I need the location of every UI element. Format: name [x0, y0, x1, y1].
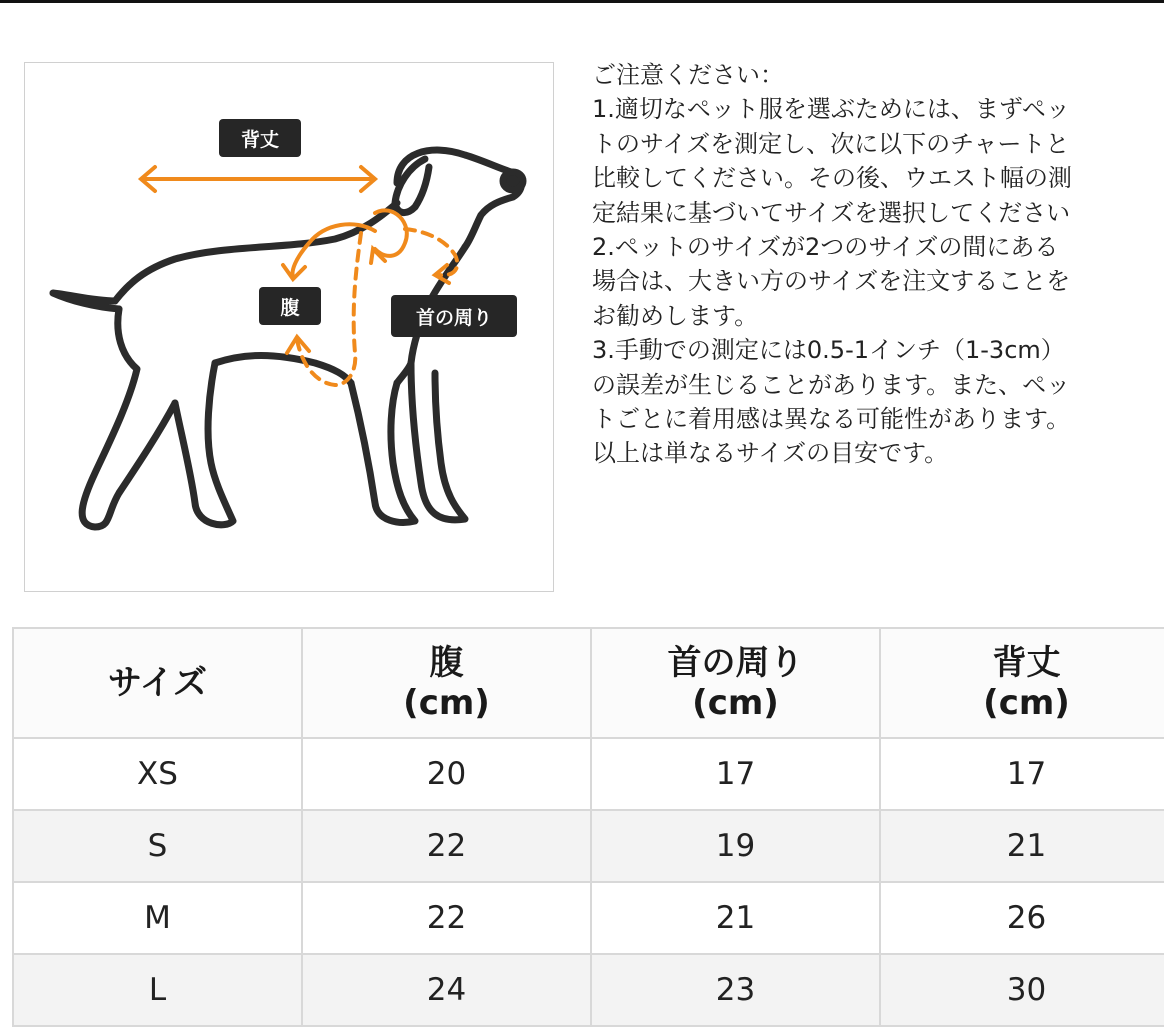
dog-measurement-diagram — [24, 62, 554, 592]
cell-size: L — [13, 954, 302, 1026]
cell-size: XS — [13, 738, 302, 810]
cell-belly: 20 — [302, 738, 591, 810]
note-line: 以上は単なるサイズの目安です。 — [592, 439, 949, 468]
note-line: 定結果に基づいてサイズを選択してください — [592, 198, 1071, 227]
size-chart-table — [12, 627, 1164, 1027]
table-header-row — [13, 628, 1164, 738]
notes-text — [592, 58, 1164, 471]
header-size: サイズ — [13, 628, 302, 738]
table-row — [13, 954, 1164, 1026]
note-line: トごとに着用感は異なる可能性があります。 — [592, 404, 1071, 433]
note-line: 1.適切なペット服を選ぶためには、まずペッ — [592, 95, 1070, 124]
cell-belly: 24 — [302, 954, 591, 1026]
neck-tag: 首の周り — [391, 295, 517, 337]
header-neck: 首の周り (cm) — [591, 628, 880, 738]
cell-neck: 17 — [591, 738, 880, 810]
cell-back-length: 30 — [880, 954, 1164, 1026]
note-line: お勧めします。 — [592, 301, 759, 330]
dog-outline — [53, 150, 523, 527]
cell-belly: 22 — [302, 810, 591, 882]
cell-back-length: 21 — [880, 810, 1164, 882]
note-line: ご注意ください： — [592, 61, 784, 89]
note-line: の誤差が生じることがあります。また、ペッ — [592, 370, 1071, 399]
cell-belly: 22 — [302, 882, 591, 954]
back-length-tag: 背丈 — [219, 119, 301, 157]
cell-neck: 21 — [591, 882, 880, 954]
cell-size: S — [13, 810, 302, 882]
note-line: 場合は、大きい方のサイズを注文することを — [592, 267, 1071, 296]
cell-neck: 19 — [591, 810, 880, 882]
table-row — [13, 738, 1164, 810]
header-belly: 腹 (cm) — [302, 628, 591, 738]
table-row — [13, 882, 1164, 954]
note-line: 比較してください。その後、ウエスト幅の測 — [592, 164, 1072, 193]
note-line: 2.ペットのサイズが2つのサイズの間にある — [592, 232, 1059, 261]
cell-size: M — [13, 882, 302, 954]
table-row — [13, 810, 1164, 882]
top-border — [0, 0, 1164, 3]
cell-back-length: 17 — [880, 738, 1164, 810]
cell-back-length: 26 — [880, 882, 1164, 954]
belly-tag: 腹 — [259, 287, 321, 325]
cell-neck: 23 — [591, 954, 880, 1026]
note-line: トのサイズを測定し、次に以下のチャートと — [592, 129, 1070, 158]
note-line: 3.手動での測定には0.5-1インチ（1-3cm） — [592, 336, 1065, 365]
header-back-length: 背丈 (cm) — [880, 628, 1164, 738]
